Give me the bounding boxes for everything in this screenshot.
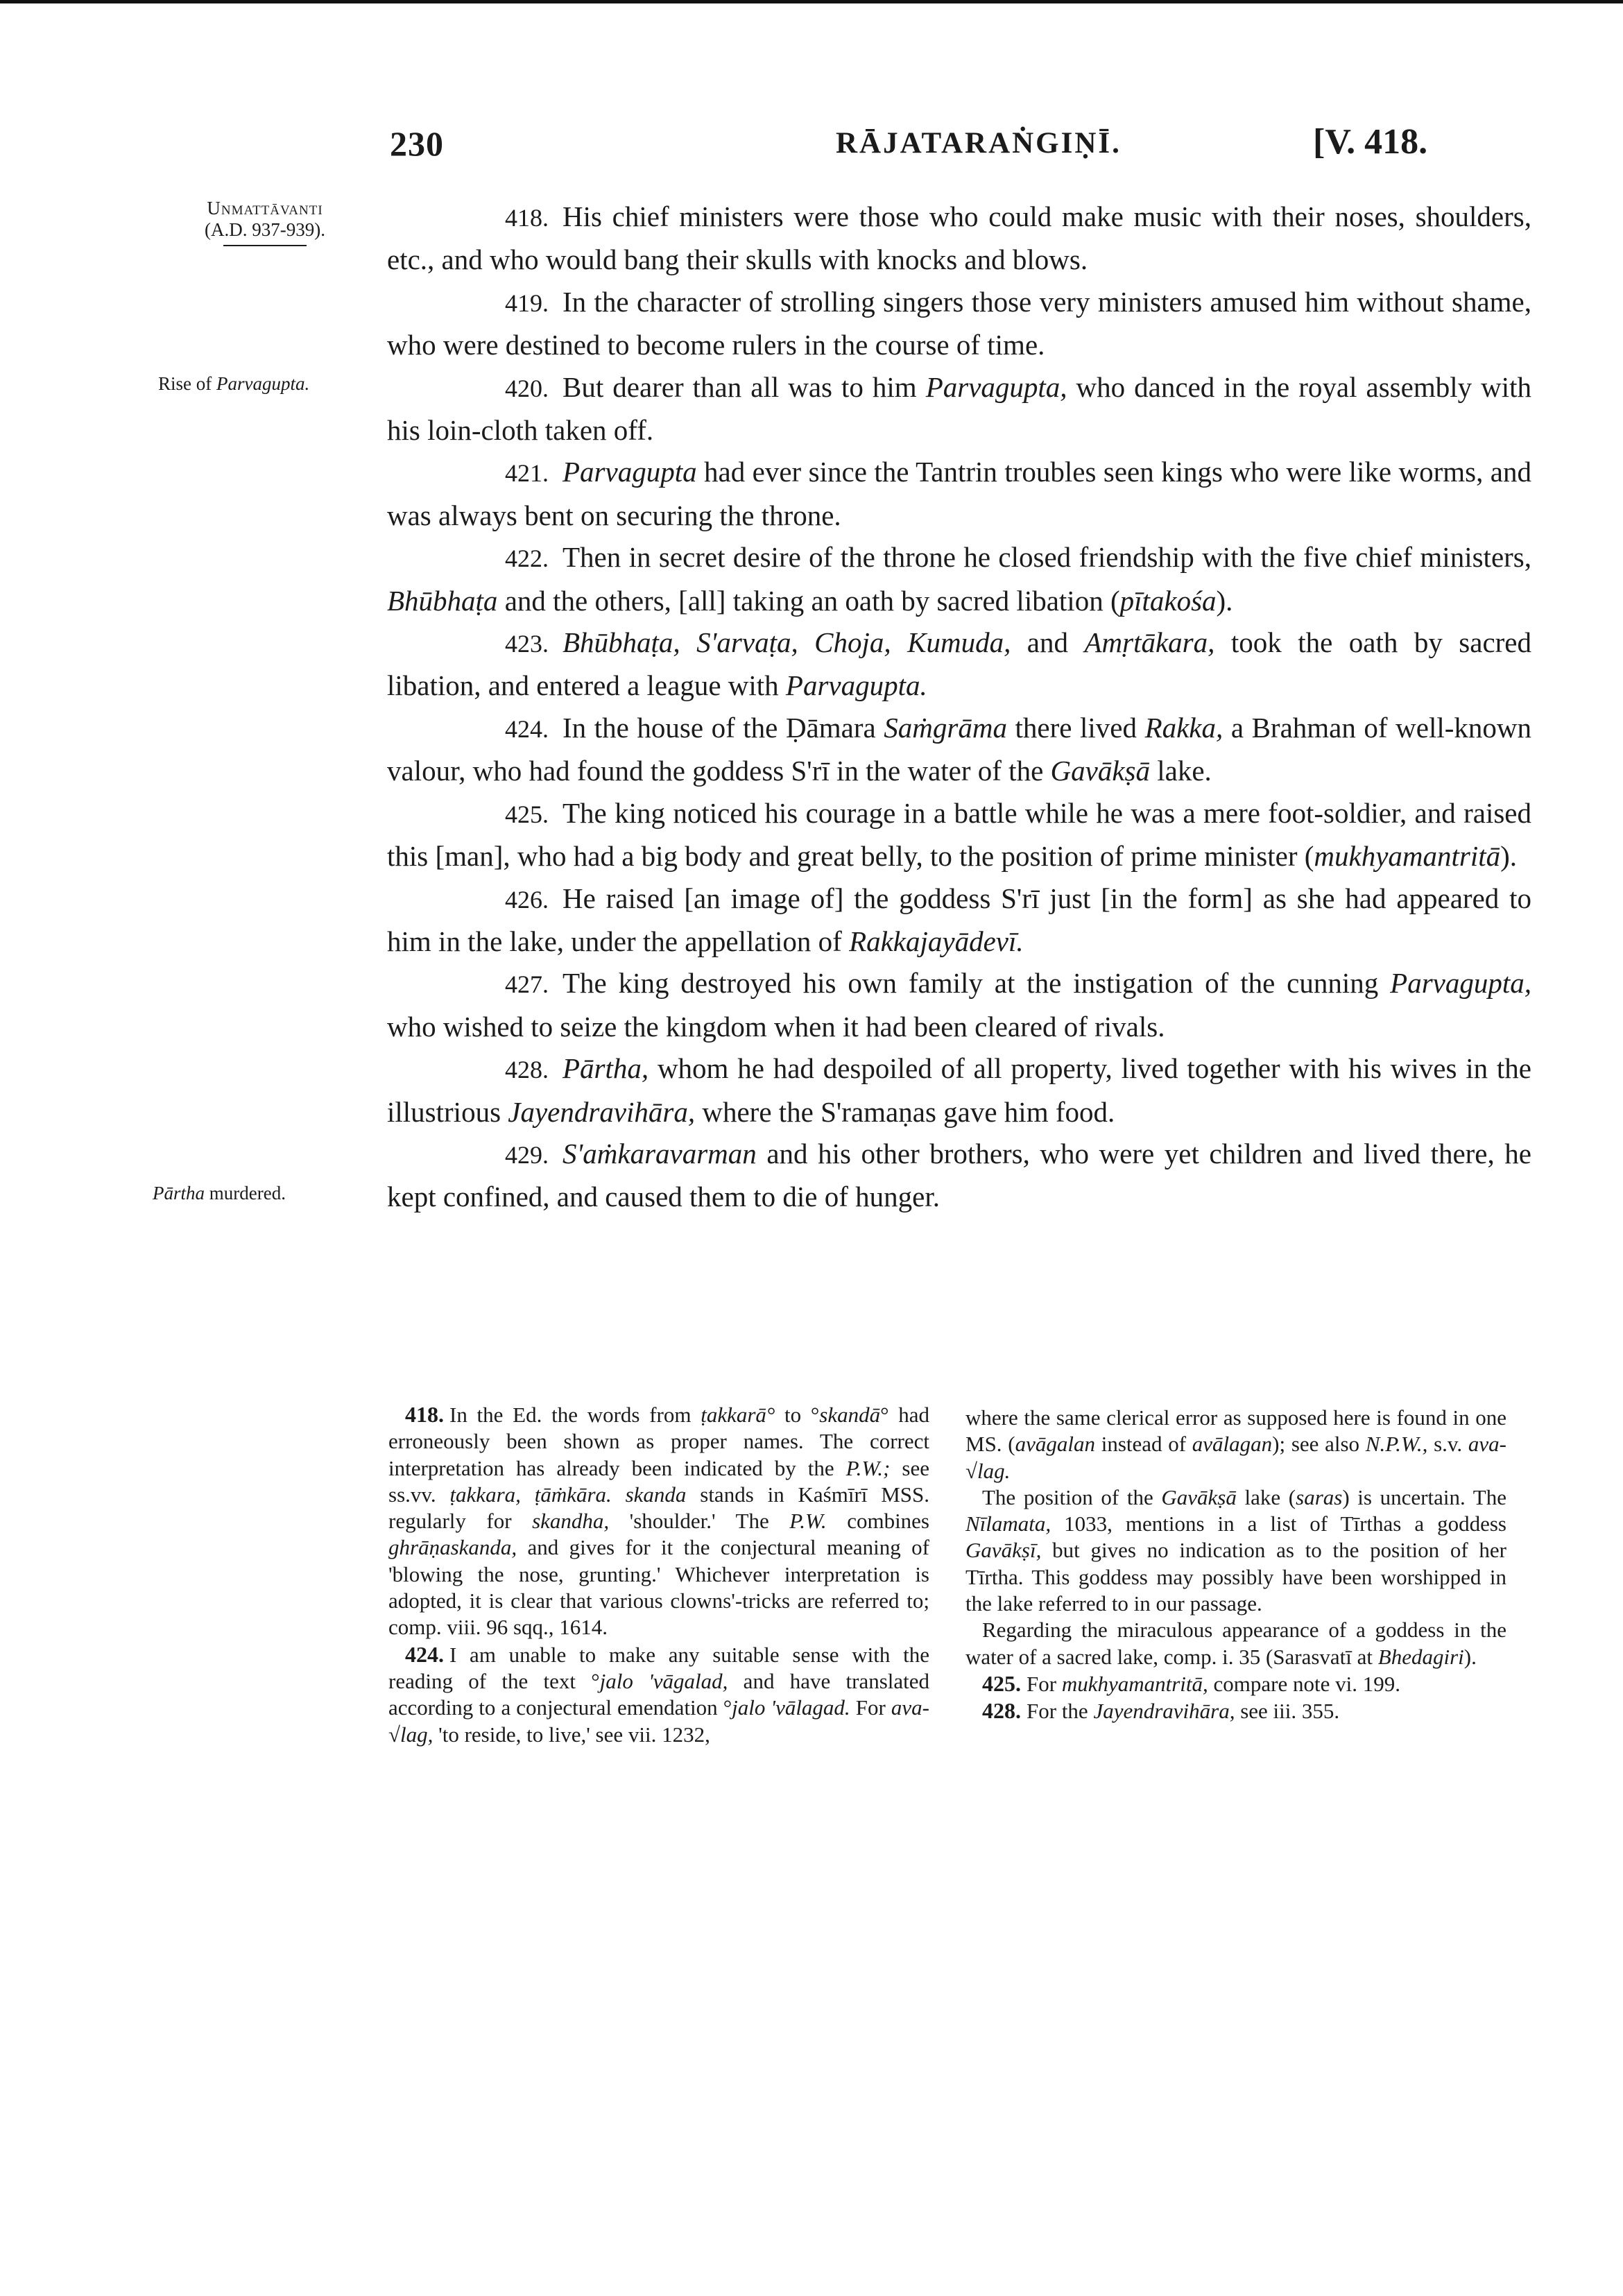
verse-number: 428. <box>505 1056 549 1084</box>
footnote-number: 425. <box>982 1670 1021 1696</box>
verse-text <box>387 196 1531 1218</box>
partha-rest: murdered. <box>205 1183 286 1203</box>
footnote-text: Gavākṣā <box>1161 1484 1237 1509</box>
verse-text: Parvagupta <box>563 456 697 488</box>
verse-text: But dearer than all was to him <box>563 370 926 403</box>
footnote-text: skandā <box>819 1403 881 1427</box>
margin-note-reign <box>161 198 369 246</box>
footnote-text: For <box>1027 1671 1062 1696</box>
footnote-number: 424. <box>405 1641 444 1667</box>
verse <box>387 962 1531 1047</box>
footnote-text: see iii. 355. <box>1235 1699 1340 1724</box>
verse-text: ). <box>1216 584 1233 617</box>
verse <box>387 536 1531 622</box>
verse-text: and his other brothers, who were yet children and lived there, he kept confined, and caused them to die of hunger. <box>387 1137 1531 1213</box>
verse <box>387 1133 1531 1218</box>
footnote-text: In the Ed. the words from <box>449 1403 701 1427</box>
footnote-text: combines <box>826 1509 930 1534</box>
verse-text: had ever since the Tantrin troubles seen kings who were like worms, and was always bent on securing the throne. <box>387 456 1531 531</box>
footnote <box>965 1697 1506 1724</box>
verse <box>387 196 1531 281</box>
running-head: RĀJATARAṄGIṆĪ. <box>836 127 1122 160</box>
verse-text: Jayendravihāra, <box>508 1095 696 1128</box>
footnote-text: ). <box>1463 1644 1477 1669</box>
top-border-rule <box>0 0 1623 3</box>
footnote-text: ṭakkara, ṭāṁkāra. skanda <box>449 1482 687 1507</box>
footnote-text: but gives no indication as to the position of her Tīrtha. This goddess may possibly have been worshipped in the lake referred to in our passage. <box>965 1538 1506 1616</box>
footnote <box>388 1641 929 1748</box>
footnote-text: For <box>850 1695 891 1720</box>
footnotes-left-column <box>388 1401 929 1748</box>
verse-text: took the oath by sacred libation, and entered a league with <box>387 626 1531 702</box>
footnote-text: mukhyamantritā, <box>1061 1671 1208 1696</box>
footnote-text: ṭakkarā° <box>701 1403 775 1427</box>
footnote-text: jalo 'vālagad. <box>732 1695 850 1720</box>
footnote-text: The position of the <box>982 1484 1162 1509</box>
footnote-text: Jayendravihāra, <box>1093 1699 1235 1724</box>
verse-text: Bhūbhaṭa <box>387 584 498 617</box>
verse-text: whom he had despoiled of all property, lived together with his wives in the illustrious <box>387 1052 1531 1128</box>
verse <box>387 622 1531 707</box>
footnote-text: where the same clerical error as supposed here is found in one MS. ( <box>965 1405 1506 1457</box>
footnote-text: I am unable to make any suitable sense with the reading of the text ° <box>388 1642 929 1693</box>
footnote-text: saras <box>1296 1484 1343 1509</box>
footnote-text: ava-√lag. <box>965 1432 1506 1483</box>
verse-text: The king noticed his courage in a battle while he was a mere foot-soldier, and raised this [man], who had a big body and great belly, to the position of prime minister ( <box>387 796 1531 873</box>
verse-number: 422. <box>505 545 549 573</box>
verse-number: 423. <box>505 630 549 658</box>
footnote-number: 418. <box>405 1402 444 1427</box>
verse-text: Rakka, <box>1144 711 1223 744</box>
verse <box>387 451 1531 536</box>
reign-name: Unmattāvanti <box>207 198 323 219</box>
page-number: 230 <box>390 124 444 163</box>
verse-text: Parvagupta. <box>785 669 927 702</box>
verse-text: there lived <box>1006 711 1145 744</box>
footnote-text: N.P.W., <box>1365 1432 1428 1457</box>
verse-number: 429. <box>505 1140 549 1169</box>
verse-number: 418. <box>505 204 549 232</box>
verse-text: Amṛtākara, <box>1084 626 1215 659</box>
reign-rule <box>223 245 307 246</box>
verse-text: and <box>1011 626 1085 659</box>
footnote-text: and have translated according to a conjectural emendation ° <box>388 1668 930 1720</box>
verse-text: The king destroyed his own family at the instigation of the cunning <box>563 967 1391 1000</box>
footnote-text: Nīlamata, <box>965 1511 1051 1536</box>
footnote <box>965 1405 1506 1484</box>
footnote-text: avāgalan <box>1015 1432 1095 1457</box>
footnote-text: 'shoulder.' The <box>609 1509 790 1534</box>
verse-text: Bhūbhaṭa, S'arvaṭa, Choja, Kumuda, <box>563 626 1011 659</box>
verse-text: where the S'ramaṇas gave him food. <box>695 1095 1115 1128</box>
footnote-text: P.W. <box>789 1509 827 1534</box>
verse-text: who wished to seize the kingdom when it had been cleared of rivals. <box>387 1010 1165 1043</box>
footnote-text: see ss.vv. <box>388 1455 929 1507</box>
rise-name: Parvagupta. <box>216 373 310 394</box>
footnote-text: ); see also <box>1272 1432 1366 1457</box>
footnote-text: P.W.; <box>845 1455 891 1480</box>
verse-number: 425. <box>505 800 549 828</box>
verse-text: mukhyamantritā <box>1314 840 1501 873</box>
footnote <box>965 1617 1506 1670</box>
footnote <box>388 1401 929 1641</box>
verse <box>387 1047 1531 1133</box>
verse <box>387 792 1531 877</box>
footnote-text: jalo 'vāgalad, <box>599 1668 728 1693</box>
footnote-text: s.v. <box>1427 1432 1468 1457</box>
verse <box>387 366 1531 452</box>
verse-text: His chief ministers were those who could make music with their noses, shoulders, etc., and who would bang their skulls with knocks and blows. <box>387 200 1531 276</box>
margin-note-rise <box>158 373 309 395</box>
verse-text: He raised [an image of] the goddess S'rī just [in the form] as she had appeared to him in the lake, under the appellation of <box>387 882 1531 957</box>
footnote-text: Regarding the miraculous appearance of a goddess in the water of a sacred lake, comp. i. 35 (Sarasvatī at <box>965 1618 1506 1669</box>
footnote-text: For the <box>1027 1699 1094 1724</box>
footnote-text: ) is uncertain. The <box>1342 1484 1506 1509</box>
footnote-text: ° had erroneously been shown as proper names. The correct interpretation has already been indicated by the <box>388 1403 929 1480</box>
footnote-text: stands in Kaśmīrī MSS. regularly for <box>388 1482 930 1534</box>
footnote-text: compare note vi. 199. <box>1208 1671 1400 1696</box>
verse-number: 420. <box>505 374 549 402</box>
verse <box>387 281 1531 366</box>
verse-number: 424. <box>505 714 549 743</box>
footnote-text: Bhedagiri <box>1377 1644 1464 1669</box>
verse-text: a Brahman of well-known valour, who had found the goddess S'rī in the water of the <box>387 711 1531 787</box>
footnote-text: 'to reside, to live,' see vii. 1232, <box>433 1722 710 1747</box>
footnote-text: 1033, mentions in a list of Tīrthas a goddess <box>1051 1511 1506 1536</box>
footnotes-right-column <box>965 1405 1506 1725</box>
verse-text: In the character of strolling singers those very ministers amused him without shame, who were destined to become rulers in the course of time. <box>387 285 1531 361</box>
verse-text: Then in secret desire of the throne he closed friendship with the five chief ministers, <box>563 541 1531 574</box>
footnote-number: 428. <box>982 1698 1021 1724</box>
verse-text: Parvagupta, <box>1390 967 1531 1000</box>
reign-dates: (A.D. 937-939). <box>205 219 325 240</box>
footnote-text: skandha, <box>532 1509 610 1534</box>
footnote-text: ava-√lag, <box>388 1695 929 1747</box>
footnote-text: lake ( <box>1236 1484 1296 1509</box>
verse-text: Pārtha, <box>563 1052 649 1085</box>
footnote-text: Gavākṣī, <box>965 1538 1042 1563</box>
verse-text: Gavākṣā <box>1050 755 1150 787</box>
verse-text: ). <box>1500 840 1518 873</box>
footnote-text: avālagan <box>1192 1432 1273 1457</box>
verse-number: 419. <box>505 289 549 317</box>
footnote-text: ghrāṇaskanda, <box>388 1535 517 1560</box>
verse-text: lake. <box>1149 755 1212 787</box>
verse-number: 421. <box>505 459 549 488</box>
footnote-text: instead of <box>1094 1432 1192 1457</box>
verse-number: 427. <box>505 970 549 999</box>
partha-name: Pārtha <box>153 1183 205 1203</box>
verse <box>387 877 1531 963</box>
footnote <box>965 1670 1506 1697</box>
footnote-text: to ° <box>775 1403 820 1427</box>
verse-text: who danced in the royal assembly with his loin-cloth taken off. <box>387 370 1531 447</box>
verse-text: Saṁgrāma <box>884 711 1007 744</box>
verse-text: Parvagupta, <box>925 370 1067 403</box>
verse <box>387 707 1531 792</box>
verse-number: 426. <box>505 885 549 914</box>
verse-text: Rakkajayādevī. <box>849 925 1024 957</box>
footnote <box>965 1484 1506 1617</box>
verse-text: and the others, [all] taking an oath by sacred libation ( <box>497 584 1120 617</box>
rise-prefix: Rise of <box>158 373 216 394</box>
verse-text: In the house of the Ḍāmara <box>563 711 884 744</box>
footnote-text: and gives for it the conjectural meaning of 'blowing the nose, grunting.' Whichever interpretation is adopted, it is clear that various clowns'-tricks are referred to; comp. viii. 96 sqq., 1614. <box>388 1535 929 1640</box>
margin-note-partha <box>153 1183 286 1204</box>
verse-text: pītakośa <box>1119 584 1217 617</box>
verse-text: S'aṁkaravarman <box>563 1137 757 1170</box>
section-reference: [V. 418. <box>1313 122 1428 162</box>
